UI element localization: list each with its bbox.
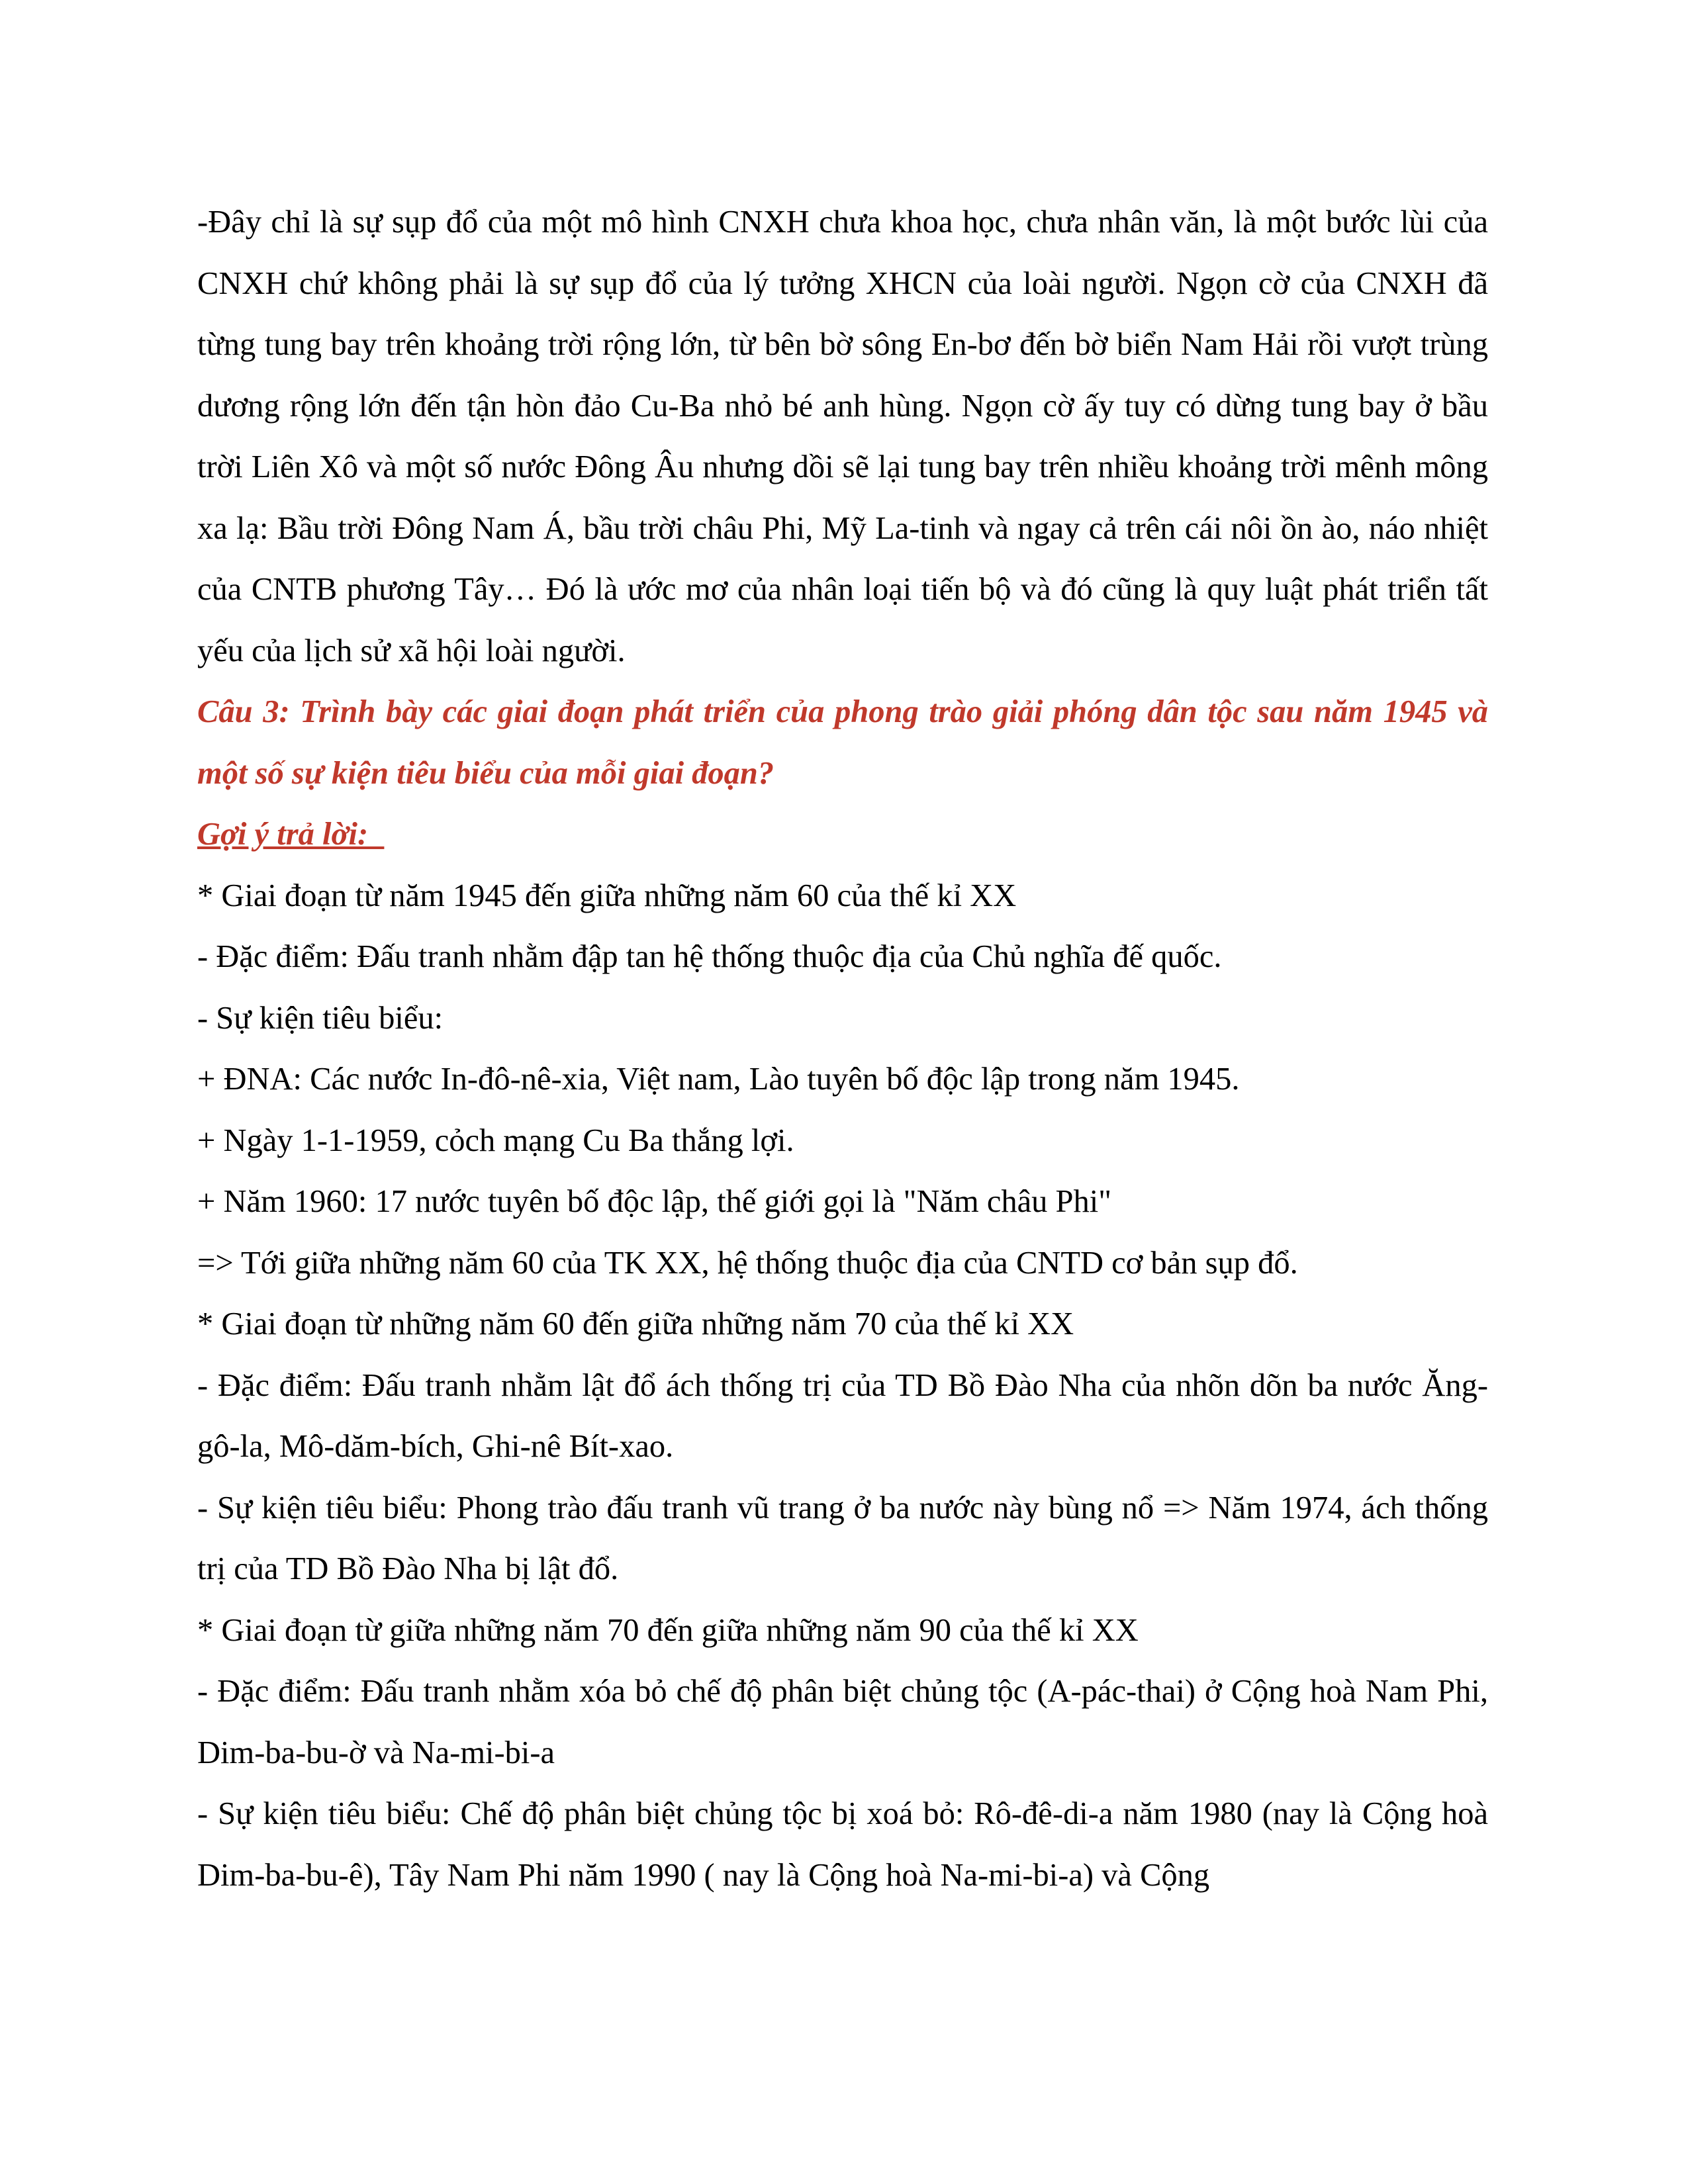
stage1-events-label: - Sự kiện tiêu biểu: xyxy=(197,1000,444,1036)
stage1-feature: - Đặc điểm: Đấu tranh nhằm đập tan hệ thống thuộc địa của Chủ nghĩa đế quốc. xyxy=(197,939,1222,974)
stage1-heading: * Giai đoạn từ năm 1945 đến giữa những năm 60 của thế kỉ XX xyxy=(197,878,1017,913)
question-heading: Câu 3: Trình bày các giai đoạn phát triển của phong trào giải phóng dân tộc sau năm 1945 và một số sự kiện tiêu biểu của mỗi giai đoạn? xyxy=(197,694,1488,791)
stage2-events: - Sự kiện tiêu biểu: Phong trào đấu tranh vũ trang ở ba nước này bùng nổ => Năm 1974, ách thống trị của TD Bồ Đào Nha bị lật đổ. xyxy=(197,1490,1488,1586)
stage3-feature: - Đặc điểm: Đấu tranh nhằm xóa bỏ chế độ phân biệt chủng tộc (A-pác-thai) ở Cộng hoà Nam Phi, Dim-ba-bu-ờ và Na-mi-bi-a xyxy=(197,1674,1488,1770)
stage3-heading: * Giai đoạn từ giữa những năm 70 đến giữa những năm 90 của thế kỉ XX xyxy=(197,1612,1139,1648)
stage1-conclusion: => Tới giữa những năm 60 của TK XX, hệ thống thuộc địa của CNTD cơ bản sụp đổ. xyxy=(197,1245,1298,1281)
document-body xyxy=(197,192,1488,1906)
intro-paragraph: -Đây chỉ là sự sụp đổ của một mô hình CNXH chưa khoa học, chưa nhân văn, là một bước lùi của CNXH chứ không phải là sự sụp đổ của lý tưởng XHCN của loài người. Ngọn cờ của CNXH đã từng tung bay trên khoảng trời rộng lớn, từ bên bờ sông En-bơ đến bờ biển Nam Hải rồi vượt trùng dương rộng lớn đến tận hòn đảo Cu-Ba nhỏ bé anh hùng. Ngọn cờ ấy tuy có dừng tung bay ở bầu trời Liên Xô và một số nước Đông Âu nhưng dồi sẽ lại tung bay trên nhiều khoảng trời mênh mông xa lạ: Bầu trời Đông Nam Á, bầu trời châu Phi, Mỹ La-tinh và ngay cả trên cái nôi ồn ào, náo nhiệt của CNTB phương Tây… Đó là ước mơ của nhân loại tiến bộ và đó cũng là quy luật phát triển tất yếu của lịch sử xã hội loài người. xyxy=(197,205,1488,668)
stage1-event-cuba: + Ngày 1-1-1959, cỏch mạng Cu Ba thắng lợi. xyxy=(197,1122,794,1158)
hint-label-line xyxy=(197,804,1488,866)
stage1-event-southeast-asia: + ĐNA: Các nước In-đô-nê-xia, Việt nam, Lào tuyên bố độc lập trong năm 1945. xyxy=(197,1062,1240,1097)
stage2-heading: * Giai đoạn từ những năm 60 đến giữa những năm 70 của thế kỉ XX xyxy=(197,1306,1074,1342)
stage3-events: - Sự kiện tiêu biểu: Chế độ phân biệt chủng tộc bị xoá bỏ: Rô-đê-di-a năm 1980 (nay là Cộng hoà Dim-ba-bu-ê), Tây Nam Phi năm 1990 ( nay là Cộng hoà Na-mi-bi-a) và Cộng xyxy=(197,1796,1488,1893)
stage1-event-africa-year: + Năm 1960: 17 nước tuyên bố độc lập, thế giới gọi là "Năm châu Phi" xyxy=(197,1184,1112,1219)
stage2-feature: - Đặc điểm: Đấu tranh nhằm lật đổ ách thống trị của TD Bồ Đào Nha của nhõn dõn ba nước Ăng-gô-la, Mô-dăm-bích, Ghi-nê Bít-xao. xyxy=(197,1367,1488,1464)
hint-label: Gợi ý trả lời: xyxy=(197,817,385,852)
